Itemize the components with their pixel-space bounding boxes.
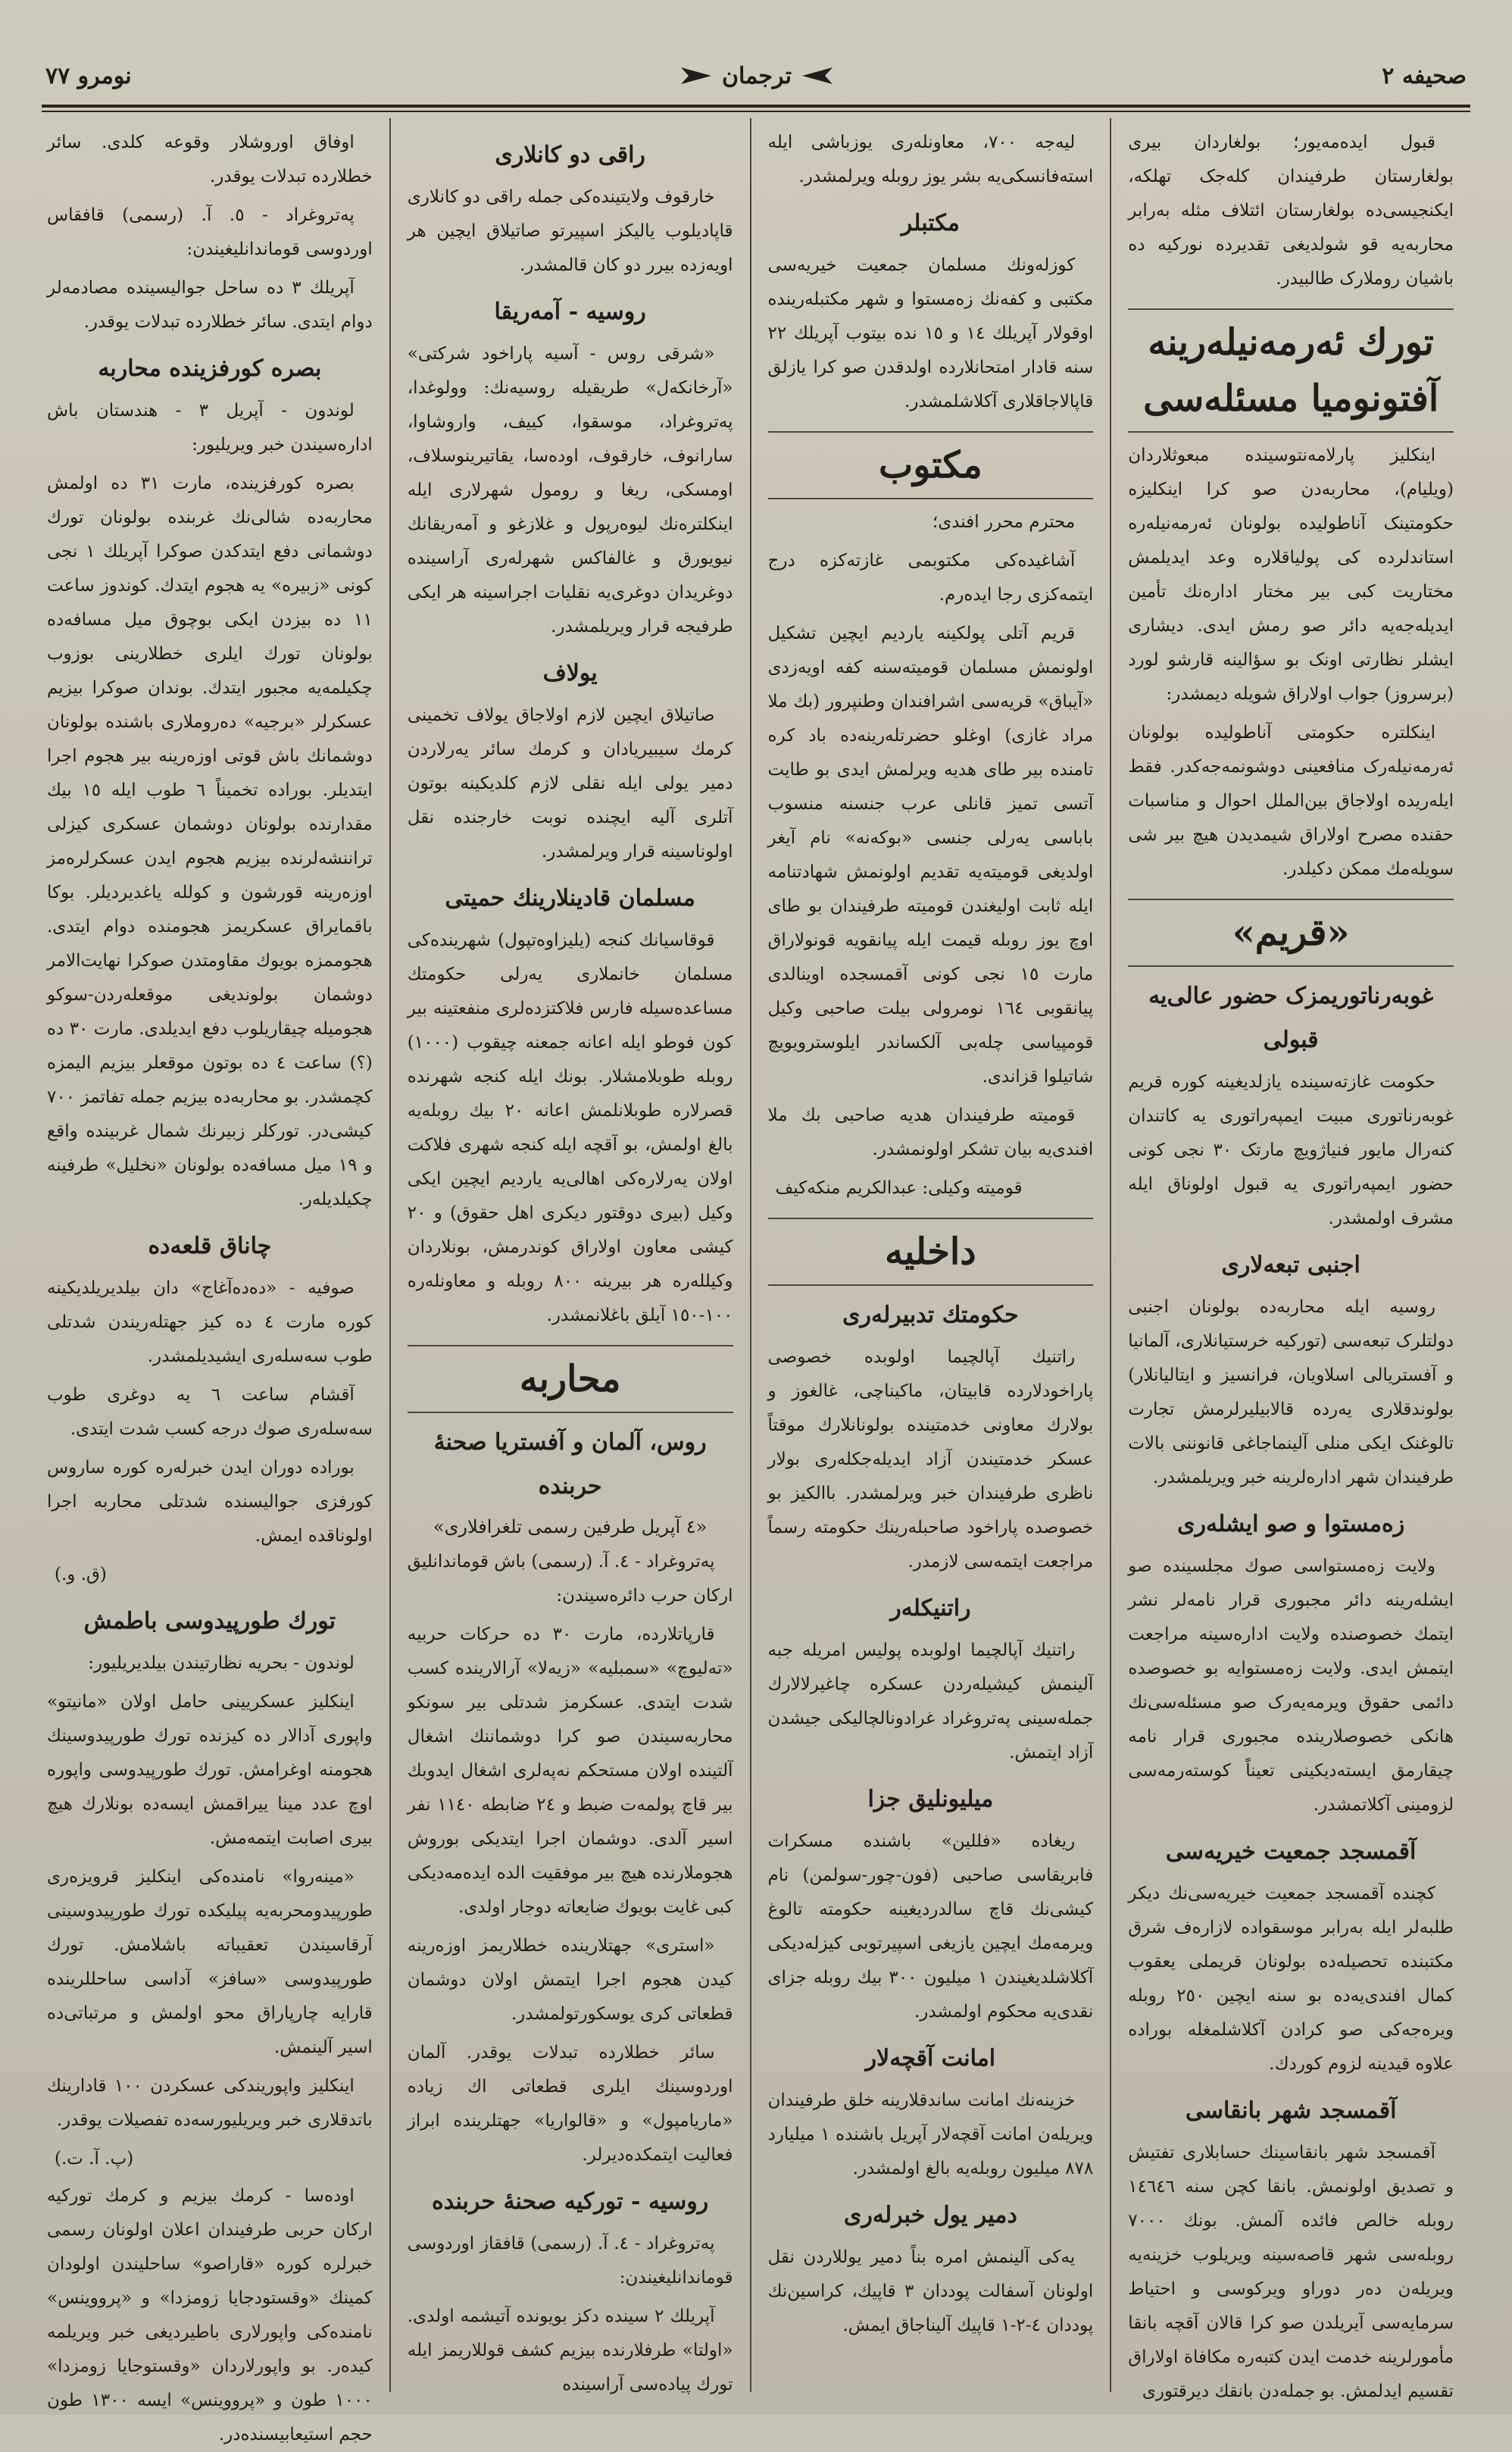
article-paragraph: بصره کورفزینده، مارت ٣١ ده اولمش محاربه‌ده شالی‌نك غربنده بولونان تورك دوشمانی دفع ایتدکدن صوکرا آپریلك ١ نجی کونی «زبیره» یه هجوم ایتدك. کوندوز ساعت ١١ ده بیزدن ایکی بوچوق میل مسافه‌ده بولونان تورك ایلری خطلارینی بوزوب چکیلمه‌یه مجبور ایتدك. بوندان صوکرا بیزیم عسکرلر «برجیه» ده‌روملاری باشنده بولونان دوشمانك باش قوتی اوزه‌رینه بیر هجوم اجرا ایتدیلر. بوراده تخمیناً ٦ طوب ایله ١٥ بیك مقدارنده بولونان دوشمان عسکری کیزلی تراننشه‌لرنده بیزیم هجوم ایدن عسکرلره‌مز اوزه‌رینه قورشون و کولله یاغدیردیلر. بوکا باقمایراق عسکریمز هجومنده دوام ایتدی. هجوممزه بویوك مقاومتدن صوکرا نهایت‌الامر دوشمان بولوندیغی موقعله‌ردن-سوکو هجومیله چیقاریلوب دفع ایدیلدی. مارت ٣٠ ده (؟) ساعت ٤ ده بوتون موقعلر بیزیم الیمزه کچمشدر. بو محاربه‌ده بیزیم جمله تفاتمز ٧٠٠ کیشی‌در. تورکلر زبیرنك شمال غربینده واقع و ١٩ میل مسافه‌ده بولونان «نخلیل» طرفینه چکیلدیله‌ر.	[47, 474, 373, 1209]
article-paragraph: آقمسجد شهر بانقاسینك حسابلاری تفتیش و تصدیق اولونمش. بانقا کچن سنه ١٤٦٤٦ روبله خالص فائده آلمش. بونك ٧٠٠٠ روبله‌سی شهر قاصه‌سینه ویریلوب خزینه‌یه ویریله‌ن ده‌ر دوراو ویرکوسی و احتیاط سرمایه‌سی آیریلدن صو کرا قالان آقچه بانقا مأمورلرینه خدمت ایدن کتبه‌ره مکافاة اولاراق تقسیم ایدلمش. بو جمله‌دن بانقك دیرقتوری	[1128, 2143, 1454, 2401]
article-paragraph: قریم آتلی پولکینه یاردیم ایچین تشکیل اولونمش مسلمان قومیته‌سنه کفه اویه‌زدی «آیباق» قریه‌سی اشرافندان وطنپرور (بك ملا مراد غازی) اوغلو حضرتله‌رینه‌ده باد کره تامنده بیر طای هدیه ویرلمش ایدی بو طایت آتسی تمیز قانلی عرب جنسنه منسوب باباسی یه‌رلی جنسی «بوکه‌نه» نام آیغر اولدیغی قومیته‌یه تقدیم اولونمش شهادتنامه ایله ثابت اولیغندن قومیته طرفیندان بو طای اوچ یوز روبله قیمت ایله پیانقویه قونولاراق مارت ١٥ نجی کونی آقمسجده اوینالدی پیانقوبی ١٦٤ نومرولی بیلت صاحبی وکیل قومپیاسی چله‌بی آلکساندر ایلوسترویویچ شاتیلوا قزاندی.	[767, 624, 1094, 1087]
article-heading: مکتبلر	[901, 210, 960, 236]
section-heading: محاربه	[408, 1345, 733, 1413]
article-paragraph: اینکلیز پارلامه‌نتوسینده مبعوثلاردان (ویلیام)، محاربه‌دن صو کرا اینکلیزه حکومتینک آناطولیده بولونان ئه‌رمه‌نیله‌ره استاندلرده کی پولیاقلاره وعد ایدیلمش مختاریت کبی بیر مختار اداره‌نك تأمین ایدیله‌جه‌یه دائر صو رمش ایدی. دیشاری ایشلر نظارتی اونک بو سؤالینه قارشو لورد (برسروز) جواب اولاراق شویله دیمشدر:	[1128, 446, 1454, 704]
article-heading: یولاف	[542, 660, 598, 686]
article-paragraph: په‌تروغراد - ٥. آ. (رسمی) قافقاس اوردوسی قوماندانلیغیندن:	[47, 205, 373, 259]
article-paragraph: په‌تروغراد - ٤. آ. (رسمی) قافقاز اوردوسی قوماندانلیغیندن:	[407, 2234, 733, 2288]
article-heading: آقمسجد جمعیت خیریه‌سی	[1165, 1838, 1417, 1865]
article-paragraph: یه‌کی آلینمش امره بنا‌ً دمیر یوللاردن نقل اولونان آسفالت پوددان ٣ قاپیك، کراسین‌نك پوددان ٤-٢-١ قاپیك آلیناجاق ایمش.	[767, 2247, 1094, 2335]
article-paragraph: قارپاتلارده، مارت ٣٠ ده حرکات حربیه «ته‌لیوچ» «سمبلیه» «زیه‌لا» آرالارینده کسب شدت ایتدی. عسکرمز شدتلی بیر سونکو محاربه‌سیندن صو کرا دوشماننك اشغال آلتینده اولان مستحکم نه‌په‌لری اشغال ایدوبك بیر قاچ پولمه‌ت ضبط و ٢٤ ضابطه ١١٤٠ نفر اسیر آلدی. دوشمان اجرا ایتدیکی بوروش هجوملارنده هیچ بیر موفقیت الده ایده‌مه‌دیکی کبی غایت بویوك ضایعاته دوجار اولدی.	[407, 1625, 733, 1917]
article-paragraph: اوده‌سا - کرمك بیزیم و کرمك تورکیه ارکان حربی طرفیندان اعلان اولونان رسمی خبرلره کوره «قاراصو» ساحلیندن اولودان کمینك «وقستودجایا زومزدا» و «پرووینس» نامنده‌کی واپورلاری باطیردیغی خبر ویریلمه کیده‌ر. بو واپورلاردان «وقستوجایا زومزدا» ١٠٠٠ طون و «پرووینس» ایسه ١٣٠٠ طون حجم استیعابیسنده‌در.	[47, 2186, 373, 2444]
section-heading: داخلیه	[768, 1218, 1094, 1286]
article-paragraph: کچنده آقمسجد جمعیت خیریه‌سی‌نك دیکر طلبه‌لر ایله به‌رابر موسقواده لازاره‌ف شرق مکتبنده تحصیله‌ده بولونان قریملی یعقوب کمال افندی‌یه‌ده بو سنه ایچین ٢٥٠ روبله ویره‌جه‌کی صو کرادن آکلاشلمغله بوراده علاوه قیدینه لزوم کوردك.	[1128, 1884, 1454, 2074]
article-signature: (ق. و.)	[55, 1565, 107, 1584]
columns	[30, 118, 1470, 2444]
article-heading: روس، آلمان و آفستریا صحنهٔ حربنده	[433, 1429, 707, 1500]
article-paragraph: صوفیه - «ده‌ده‌آغاج» دان بیلدیریلدیکینه کوره مارت ٤ ده کیز جهتله‌ریندن شدتلی طوب سه‌سله‌ری ایشیدیلمشدر.	[47, 1278, 373, 1366]
article-heading: غوبه‌رناتوریمزک حضور عالی‌یه قبولی	[1148, 983, 1434, 1053]
article-paragraph: روسیه ایله محاربه‌ده بولونان اجنبی دولتلرک تبعه‌سی (تورکیه خرستیانلاری، آلمانیا و آفستریالی اسلاویان، فرانسیز و ایتالیانلار) بولوندقلاری یه‌رده قالابیلیرلرمش تجارت تالوغنک ایکی منلی آلینماجاغی قانوننی بالات طرفیندان شهر اداره‌لرینه خبر ویریلمشدر.	[1128, 1297, 1454, 1487]
article-heading: امانت آقچه‌لار	[865, 2045, 996, 2072]
column-1	[1111, 118, 1470, 2401]
article-paragraph: په‌تروغراد - ٤. آ. (رسمی) باش قوماندانلیق ارکان حرب دائره‌سیندن:	[407, 1552, 733, 1606]
issue-label: نومرو ٧٧	[45, 62, 132, 89]
article-paragraph: خارقوف ولایتینده‌کی جمله راقی دو کانلاری قاپادیلوب یالیکز اسپیرتو صاتیلاق ایچین هر اویه‌زده بیرر دو کان قالمشدر.	[407, 187, 733, 275]
article-heading: میلیونلیق جزا	[867, 1786, 994, 1812]
header-rule-thin	[42, 111, 1470, 112]
article-paragraph: ولایت زه‌مستواسی صوك مجلسینده صو ایشله‌رینه دائر مجبوری قرار نامه‌لر نشر ایتمك خصوصنده ولایت اداره‌سینه مراجعت ایتمش ایدی. ولایت زه‌مستوایه بو خصوصده دائمی حقوق ویرمه‌یه‌رک صو مسئله‌سی‌نك هانکی خصوصلارینده مجبوری قرار نامه چیقارمق ایسته‌دیکینی تعیناً کوسته‌رمه‌سی لزومینی آکلاتمشدر.	[1128, 1556, 1454, 1815]
article-subheading: «٤ آپریل طرفین رسمی تلغرافلاری»	[433, 1516, 708, 1537]
article-heading: بصره کورفزینده محاربه	[98, 355, 322, 382]
section-heading: تورك ئه‌رمه‌نیله‌رینه آفتونومیا مسئله‌سی	[1128, 308, 1454, 433]
article-heading: روسیه - آمه‌ریقا	[494, 299, 646, 325]
article-heading: آقمسجد شهر بانقاسی	[1185, 2097, 1397, 2124]
article-paragraph: لیه‌جه ٧٠٠، معاونله‌ری یوزباشی ایله استه‌فانسکی‌یه بشر یوز روبله ویرلمشدر.	[767, 133, 1094, 186]
article-paragraph: بوراده دوران ایدن خبرله‌ره کوره ساروس کورفزی جوالیسنده شدتلی محاربه اجرا اولوناقده ایمش.	[47, 1458, 373, 1546]
article-paragraph: لوندون - آپریل ٣ - هندستان باش اداره‌سیندن خبر ویریلیور:	[47, 401, 373, 455]
right-ornament-icon	[802, 67, 833, 84]
article-heading: راتنیکله‌ر	[890, 1595, 971, 1622]
article-paragraph: محترم محرر افندی؛	[932, 512, 1076, 532]
column-2	[751, 118, 1112, 2392]
article-heading: حکومتك تدبیرله‌ری	[842, 1302, 1019, 1328]
article-paragraph: «مینه‌روا» نامنده‌کی اینکلیز قرویزه‌ری طورپیدومحربه‌یه پیلیکده تورك طورپیدوسینی آرقاسیندن تعقیباته باشلامش. تورك طورپیدوسی «سافز» آداسی ساحللرینده قارایه چارپاراق محو اولمش و مرتباتی‌ده اسیر آلینمش.	[47, 1867, 373, 2057]
article-heading: اجنبی تبعه‌لاری	[1221, 1252, 1360, 1278]
article-paragraph: صاتیلاق ایچین لازم اولاجاق یولاف تخمینی کرمك سیبیریادان و کرمك سائر یه‌رلاردن دمیر یولی ایله نقلی لازم کلدیکینه بوتون آتلری آلیه ایچنده نوبت خارجنده نقل اولوناسینه قرار ویرلمشدر.	[407, 705, 733, 862]
article-paragraph: لوندون - بحریه نظارتیندن بیلدیریلیور:	[88, 1653, 355, 1673]
article-paragraph: سائر خطلارده تبدلات یوقدر. آلمان اوردوسینك ایلری قطعاتی اك زیاده «ماریامپول» و «قالواریا» جهتلرینده ابراز فعالیت ایتمکده‌دیرلر.	[407, 2043, 733, 2165]
article-paragraph: قبول ایده‌مه‌یور؛ بولغاردان بیری بولغارستان طرفیندان کله‌جک تهلکه، ایکنجیسی‌ده بولغارستان ائتلاف مثله به‌رابر محاربه‌یه قو شولدیغی تقدیرده نورکیه ده باشیان روملارک طالبیدر.	[1128, 133, 1454, 289]
article-signature: قومیته وکیلی: عبدالکریم منکه‌کیف	[775, 1178, 1023, 1198]
article-paragraph: راتنیك آپالچیما اولوبده خصوصی پاراخودلارده قابیتان، ماکیناچی، غالغوز و بولارك معاونی خدمتینده بولونانلارك موقتاً عسکر خدمتیندن آزاد ایدیله‌جکله‌ری بولار ناظری طرفیندان خبر ویرلمشدر. باالکیز بو خصوصده پاراخود صاحبله‌رینك حکومته رسماً مراجعت ایتمه‌سی لازمدر.	[767, 1347, 1094, 1572]
article-paragraph: اوفاق اوروشلار وقوعه کلدی. سائر خطلارده تبدلات یوقدر.	[47, 133, 373, 186]
article-paragraph: کوزله‌ونك مسلمان جمعیت خیریه‌سی مکتبی و کفه‌نك زه‌مستوا و شهر مکتبله‌رینده اوقولار آپریلك ١٤ و ١٥ نده بیتوب آپریلك ٢٢ سنه قادار امتحانلارده اولدقدن صو کرا یازلق قاپالاجاقلاری آکلاشلمشدر.	[767, 255, 1094, 411]
article-paragraph: آشاغیده‌کی مکتوبمی غازته‌کزه درج ایتمه‌کزی رجا ایده‌رم.	[767, 551, 1094, 605]
article-paragraph: ریغاده «فللین» باشنده مسکرات فابریقاسی صاحبی (فون-چور-سولمن) نام کیشی‌نك قاچ سالدردیغینه حکومته تالوغ ویرمه‌مك ایچین یازیغی اسپیرتوبی کیزله‌دیکی آکلاشلدیغیندن ١ میلیون ٣٠٠ بیك روبله جزای نقدی‌یه محکوم اولمشدر.	[767, 1831, 1094, 2022]
paper-name: ترجمان	[721, 62, 792, 89]
article-heading: راقی دو کانلاری	[495, 142, 645, 168]
article-paragraph: قومیته طرفیندان هدیه صاحبی بك ملا افندی‌یه بیان تشکر اولونمشدر.	[767, 1106, 1094, 1159]
article-heading: چاناق قلعه‌ده	[148, 1233, 272, 1259]
title-block	[681, 63, 833, 89]
section-heading: «قریم»	[1128, 899, 1454, 967]
article-heading: مسلمان قادینلارینك حمیتی	[445, 885, 695, 912]
article-paragraph: حکومت غازته‌سینده یازلدیغینه کوره قریم غوبه‌رناتوری مبیت ایمپه‌راتوری یه کاتندان کنه‌رال مایور فنیاژویچ مارتک ٣٠ نجی کونی حضور ایمپه‌راتوری یه قبول اولوناق ایله مشرف اولمشدر.	[1128, 1072, 1454, 1228]
article-paragraph: آپریلك ٣ ده ساحل جوالیسینده مصادمه‌لر دوام ایتدی. سائر خطلارده تبدلات یوقدر.	[47, 278, 373, 332]
left-ornament-icon	[681, 67, 711, 84]
article-signature: (پ. آ. ت.)	[55, 2149, 134, 2169]
article-paragraph: اینکلتره حکومتی آناطولیده بولونان ئه‌رمه‌نیله‌رک منافعینی دوشونمه‌جه‌کدر. فقط ایله‌ریده اولاجاق بین‌الملل احوال و مناسبات حقنده مصرح اولاراق شیمدیدن هیچ بیر شی سویله‌مك ممکن دکیلدر.	[1128, 723, 1454, 879]
article-paragraph: خزینه‌نك امانت ساندقلارینه خلق طرفیندان ویریله‌ن امانت آقچه‌لار آپریل باشنده ١ میلیارد ٨٧٨ میلیون روبله‌یه بالغ اولمشدر.	[767, 2091, 1094, 2178]
section-heading: مکتوب	[768, 431, 1094, 499]
article-paragraph: «استری» جهتلارینده خطلاریمز اوزه‌رینه کیدن هجوم اجرا ایتمش اولان دوشمان قطعاتی کری یوسکورتولمشدر.	[407, 1936, 733, 2024]
article-paragraph: اینکلیز واپوریندکی عسکردن ١٠٠ قادارینك باتدقلاری خبر ویریلیورسه‌ده تفصیلات یوقدر.	[47, 2076, 373, 2130]
article-heading: زه‌مستوا و صو ایشله‌ری	[1177, 1511, 1405, 1537]
article-paragraph: اینکلیز عسکریینی حامل اولان «مانیتو» واپوری آدالار ده کیزنده تورك طورپیدوسینك هجومنه اوغرامش. تورك طورپیدوسی واپوره اوچ عدد مینا ییراقمش ایسه‌ده بونلارك هیچ بیری اصابت ایتمه‌مش.	[47, 1692, 373, 1848]
article-paragraph: راتنیك آپالچیما اولوبده پولیس امریله جبه آلینمش کیشیله‌ردن عسکره چاغیرلالارك جمله‌سینی په‌تروغراد غرادونالچالیکی جیشدن آزاد ایتمش.	[767, 1640, 1094, 1762]
page-label: صحیفه ٢	[1382, 62, 1467, 89]
header-rule	[42, 105, 1470, 108]
article-heading: تورك طورپیدوسی باطمش	[83, 1608, 336, 1634]
masthead	[45, 53, 1467, 99]
article-paragraph: «شرقی روس - آسیه پاراخود شرکتی» «آرخانکه‌ل» طریقیله روسیه‌نك: وولوغدا، په‌تروغراد، موسقوا، کییف، واروشاوا، سارانوف، خارقوف، اوده‌سا، یقاتیرینوسلاف، اومسکی، ریغا و رومول شهرلاری ایله اینکلتره‌نك لیوه‌رپول و غلازغو و آمه‌ریقانك نیویورق و غالفاکس شهرله‌ری آراسینده دوغریدان دوغری‌یه نقلیات اجراسینه هر ایکی طرفیجه قرار ویریلمشدر.	[407, 344, 733, 636]
article-paragraph: آقشام ساعت ٦ یه دوغری طوب سه‌سله‌ری صوك درجه کسب شدت ایتدی.	[47, 1385, 373, 1439]
column-4	[30, 118, 391, 2444]
article-paragraph: آپریلك ٢ سینده دکز بویونده آتیشمه اولدی. «اولتا» طرفلارنده بیزیم کشف قوللاریمز ایله تورك پیاده‌سی آراسینده	[407, 2307, 733, 2394]
column-3	[391, 118, 751, 2392]
article-heading: دمیر یول خبرله‌ری	[843, 2202, 1017, 2228]
article-paragraph: قوقاسیانك کنجه (یلیزاوه‌تپول) شهرینده‌کی مسلمان خانملاری یه‌رلی حکومتك مساعده‌سیله فارس فلاکتزده‌لری منفعتینه بیر کون فوطو ایله اعانه جمعنه چیقوب (١٠٠٠) روبله طوبلامشلار. بونك ایله کنجه شهرنده قصرلاره طوبلانلمش اعانه ٢٠ بیك روبله‌یه بالغ اولمش، بو آقچه ایله کنجه شهری فلاکت اولان یه‌رلاره‌کی اهالی‌یه یاردیم ایچین ایکی وکیل (بیری دوقتور دیکری اهل حقوق) و ٢٠ کیشی معاون اولاراق کوندرمش، بونلاردان وکیلله‌ره هر بیرینه ٨٠٠ روبله و معاونله‌ره ١٠٠-١٥٠ آیلق باغلانمشدر.	[407, 930, 733, 1325]
article-heading: روسیه - تورکیه صحنهٔ حربنده	[432, 2188, 709, 2215]
